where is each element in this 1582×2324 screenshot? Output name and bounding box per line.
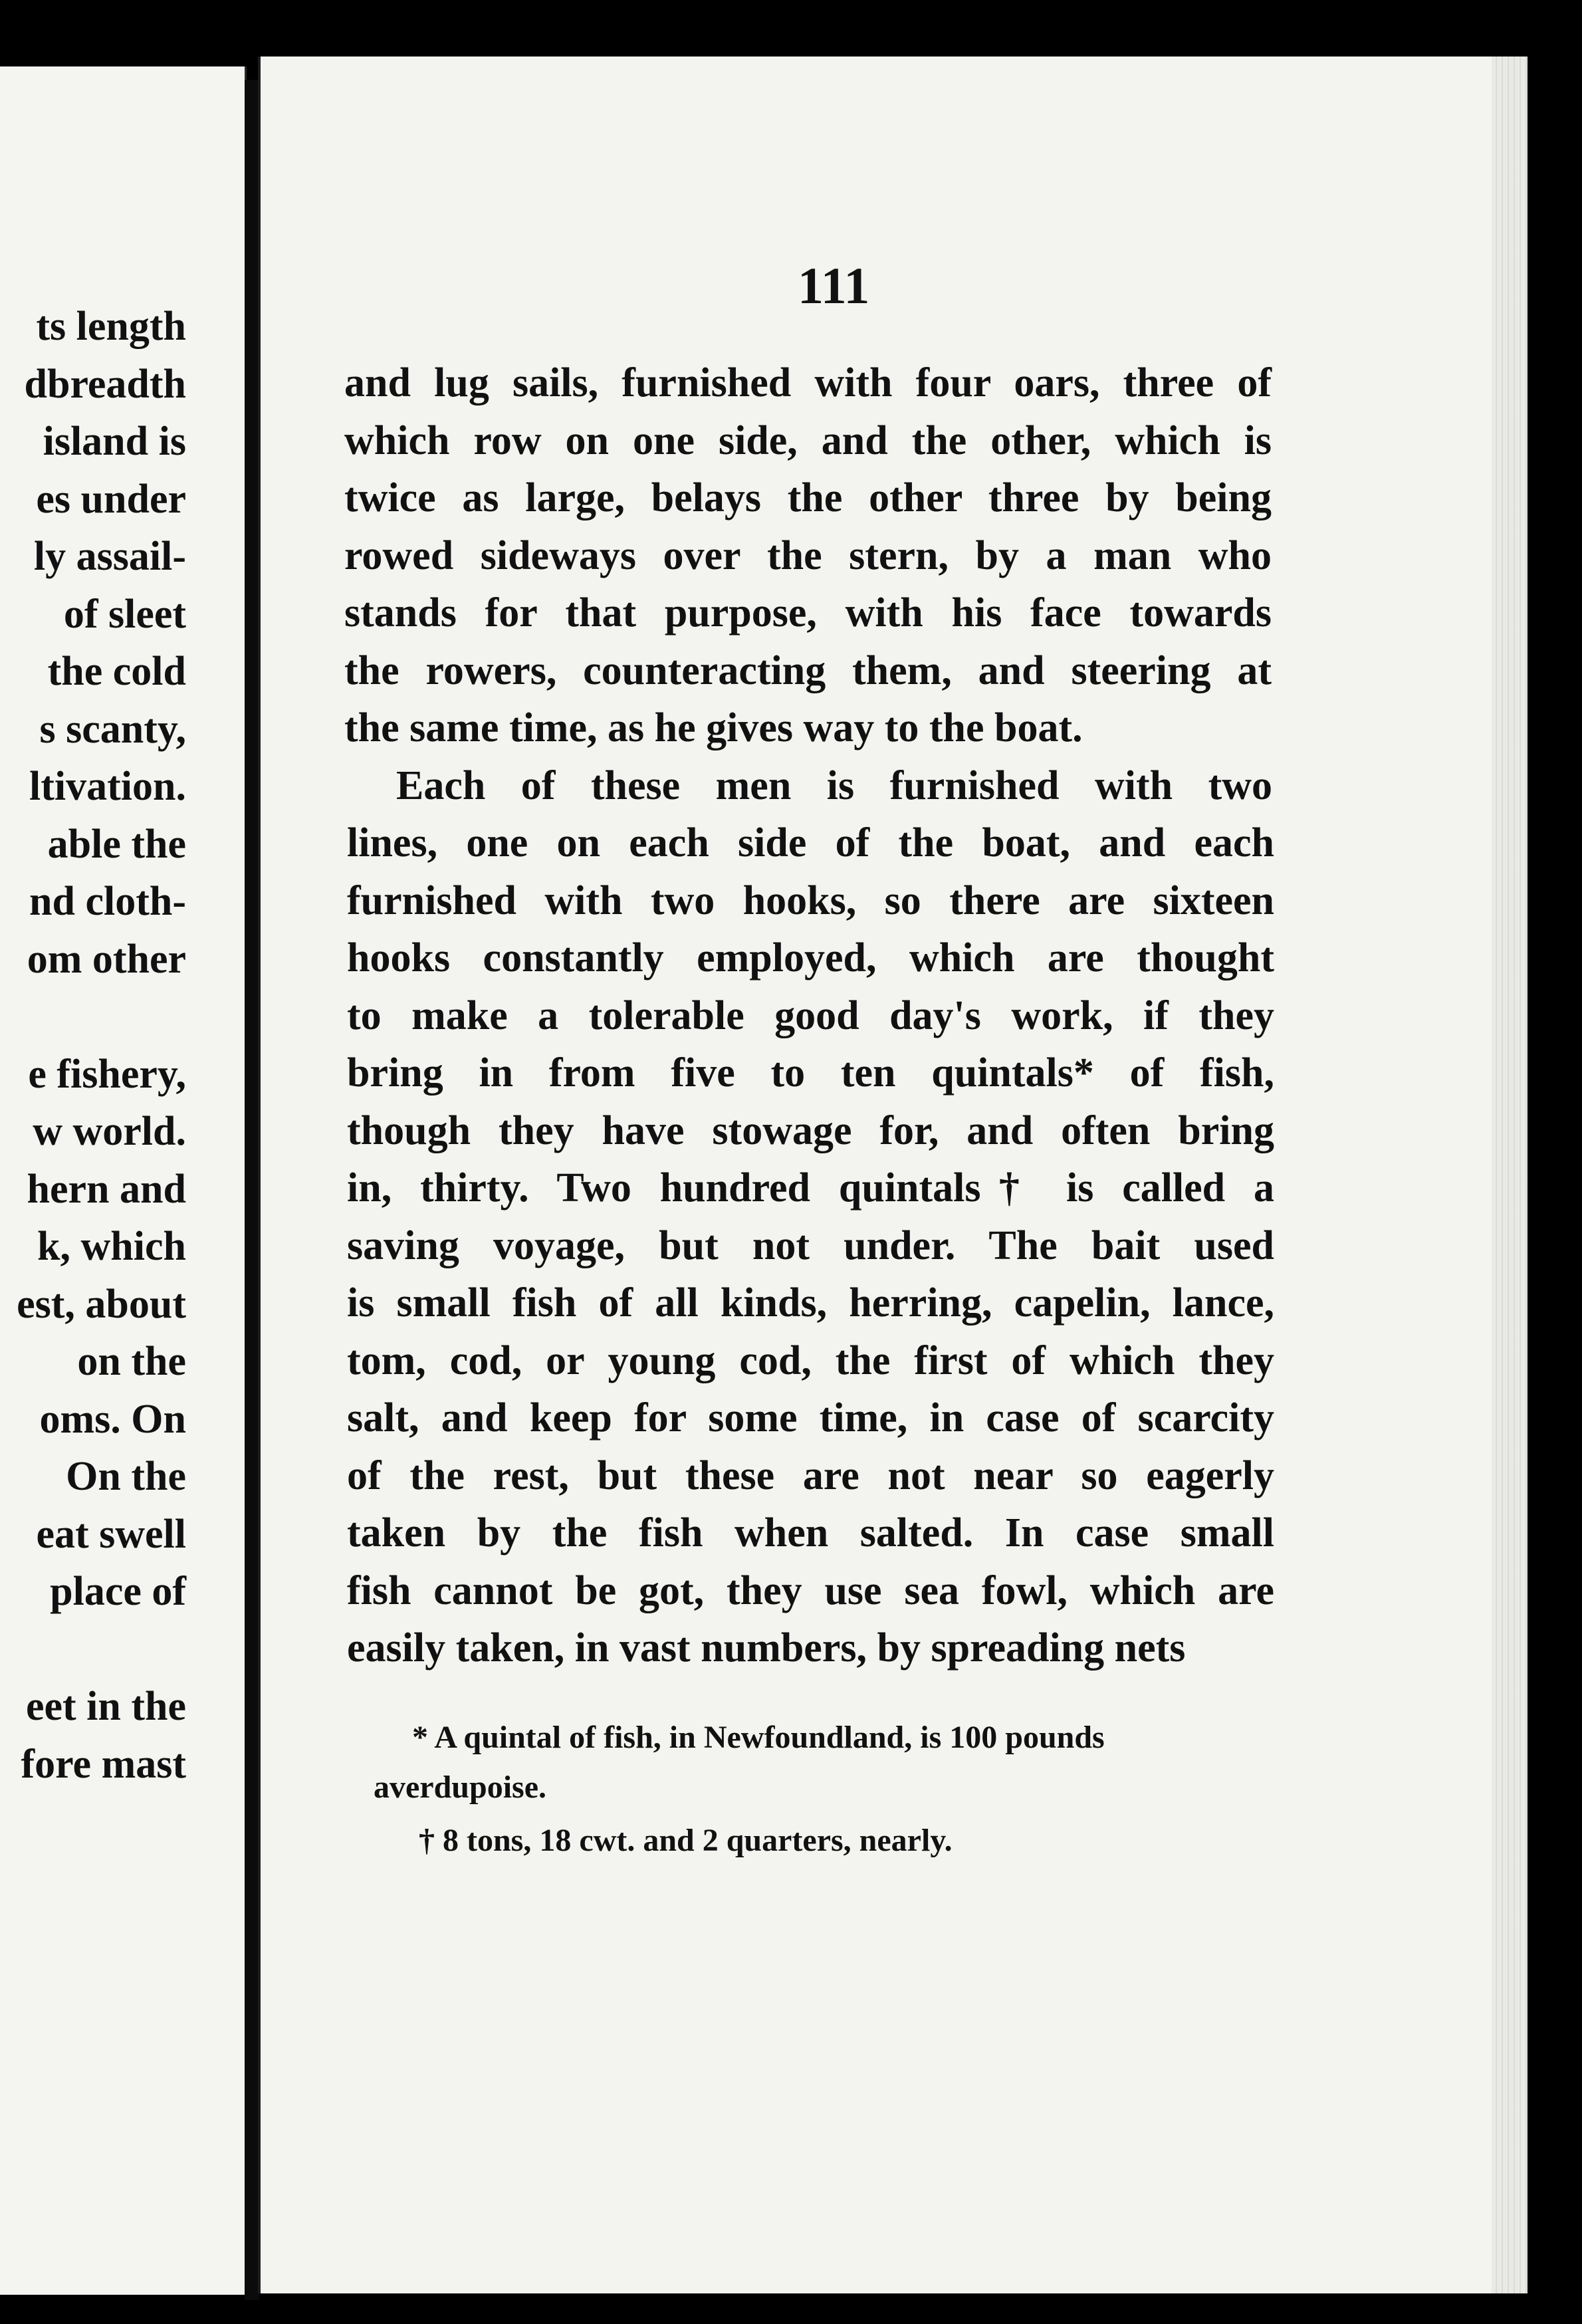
page-number: 111	[798, 257, 870, 314]
text-line: bring in from five to ten quintals* of fish,	[347, 1050, 1274, 1096]
left-page-line: nd cloth-	[29, 879, 186, 924]
text-line: the rowers, counteracting them, and steering at	[344, 647, 1272, 693]
text-line: Each of these men is furnished with two	[396, 762, 1272, 808]
left-page-line: om other	[27, 936, 186, 982]
text-line: which row on one side, and the other, which is	[344, 417, 1272, 463]
left-page-line: the cold	[47, 649, 186, 694]
text-line: hooks constantly employed, which are thought	[347, 935, 1274, 981]
left-page-line: place of	[50, 1569, 186, 1614]
left-page-line: hern and	[27, 1166, 186, 1212]
left-page-line: On the	[66, 1454, 186, 1499]
left-page-line: oms. On	[39, 1396, 186, 1442]
text-line: taken by the fish when salted. In case small	[347, 1510, 1274, 1556]
left-page-line: w world.	[33, 1109, 186, 1154]
text-line: tom, cod, or young cod, the first of which they	[347, 1337, 1274, 1383]
text-line: though they have stowage for, and often bring	[347, 1107, 1274, 1153]
text-line: saving voyage, but not under. The bait used	[347, 1222, 1274, 1268]
text-line: salt, and keep for some time, in case of scarcity	[347, 1395, 1274, 1441]
text-line: fish cannot be got, they use sea fowl, which are	[347, 1568, 1274, 1613]
text-line: to make a tolerable good day's work, if they	[347, 992, 1274, 1038]
left-page-line: fore mast	[21, 1741, 186, 1787]
text-line: twice as large, belays the other three by being	[344, 475, 1272, 521]
text-line: and lug sails, furnished with four oars, three of	[344, 360, 1272, 406]
text-line: in, thirty. Two hundred quintals† is called a	[347, 1165, 1274, 1211]
left-page-line: on the	[77, 1339, 186, 1384]
left-page-line: eat swell	[36, 1511, 186, 1557]
text-line: stands for that purpose, with his face towards	[344, 590, 1272, 636]
left-page-line: ts length	[36, 304, 186, 349]
text-line: the same time, as he gives way to the boat.	[344, 705, 1083, 751]
text-line: of the rest, but these are not near so eagerly	[347, 1452, 1274, 1498]
text-line: furnished with two hooks, so there are sixteen	[347, 877, 1274, 923]
left-page-line: est, about	[17, 1281, 186, 1327]
footnote: * A quintal of fish, in Newfoundland, is 100 pounds	[412, 1720, 1105, 1755]
left-page-line: es under	[36, 476, 186, 522]
text-line: is small fish of all kinds, herring, capelin, lance,	[347, 1280, 1274, 1326]
left-page-line: dbreadth	[24, 361, 186, 407]
left-page-line: eet in the	[25, 1684, 186, 1729]
left-page-line: ly assail-	[33, 534, 186, 579]
text-line: lines, one on each side of the boat, and each	[347, 820, 1274, 866]
text-line: easily taken, in vast numbers, by spreading nets	[347, 1625, 1186, 1671]
left-page-line: s scanty,	[39, 706, 186, 752]
left-page-line: k, which	[37, 1224, 186, 1269]
left-page-line: island is	[43, 419, 186, 464]
footnote: averdupoise.	[374, 1770, 547, 1805]
left-page-line: e fishery,	[28, 1051, 186, 1097]
text-line: rowed sideways over the stern, by a man who	[344, 532, 1272, 578]
left-page-line: ltivation.	[29, 764, 186, 809]
footnote: † 8 tons, 18 cwt. and 2 quarters, nearly.	[419, 1823, 953, 1858]
left-page-line: of sleet	[63, 591, 186, 637]
left-page-line: able the	[47, 821, 186, 867]
